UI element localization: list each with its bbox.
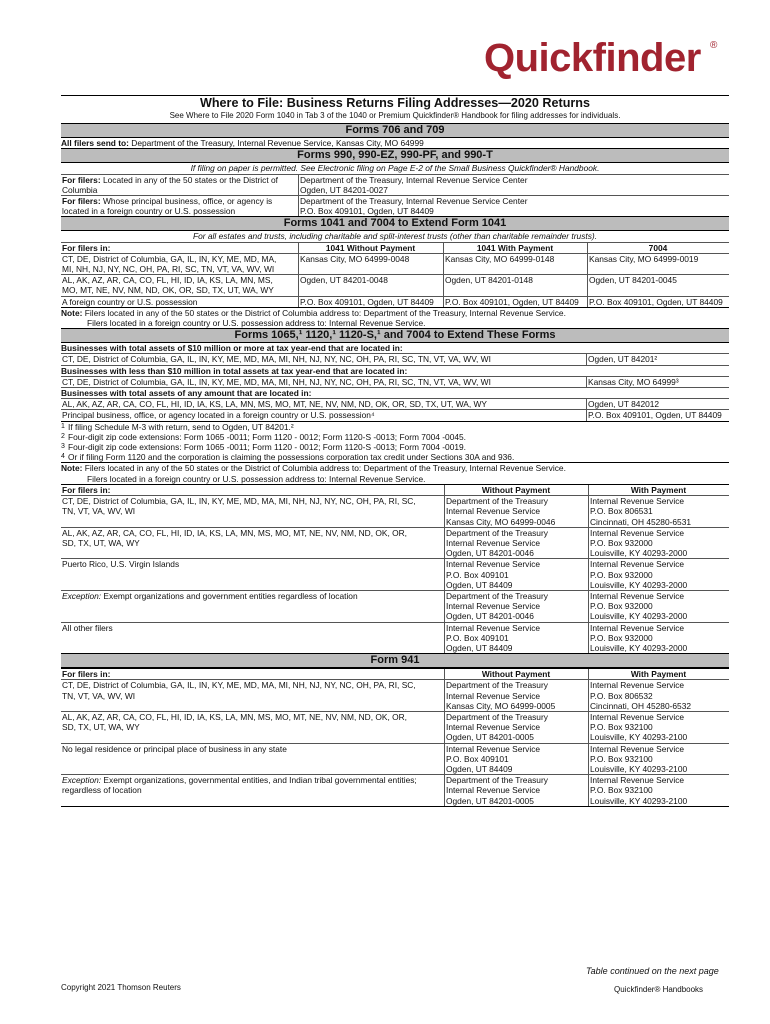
address-line: Ogden, UT 84409 [446, 763, 513, 774]
with-payment-address: P.O. Box 409101, Ogden, UT 84409 [443, 297, 587, 307]
filer-label: For filers: [62, 174, 101, 185]
address-line: P.O. Box 932000 [590, 632, 653, 643]
states-list: Principal business, office, or agency located in a foreign country or U.S. possession⁴ [62, 410, 375, 421]
address-line: Kansas City, MO 64999-0046 [446, 516, 556, 527]
address-line: Ogden, UT 84409 [446, 642, 513, 653]
address-line: Louisville, KY 40293-2100 [590, 795, 688, 806]
section-heading-1041: Forms 1041 and 7004 to Extend Form 1041 [61, 216, 729, 231]
all-filers-address: Department of the Treasury, Internal Revenue Service, Kansas City, MO 64999 [131, 138, 424, 149]
address-line: P.O. Box 806532 [590, 690, 653, 701]
footnote-number: 3 [61, 443, 65, 451]
filer-description-line [62, 175, 296, 185]
footnote-text: If filing Schedule M-3 with return, send to Ogden, UT 84201.² [68, 421, 294, 432]
filer-description-line [62, 538, 442, 548]
filer-states [61, 254, 298, 274]
col-header-7004: 7004 [587, 243, 729, 253]
section-1065-note-line2: Filers located in a foreign country or U.S. possession address to: Internal Revenue Service. [87, 473, 426, 484]
address-line: Department of the Treasury [446, 711, 548, 722]
copyright: Copyright 2021 Thomson Reuters [61, 983, 181, 992]
without-payment-address [444, 559, 588, 590]
col-header-filers: For filers in: [62, 669, 111, 680]
without-payment-address: Ogden, UT 84201-0048 [298, 275, 443, 295]
section-1065-note-line1 [61, 462, 729, 473]
table-row [61, 253, 729, 274]
address-line: Louisville, KY 40293-2000 [590, 548, 688, 559]
address-line: Internal Revenue Service [590, 775, 685, 786]
col-header-1041-with-payment: 1041 With Payment [443, 243, 587, 253]
with-payment-address [588, 528, 729, 559]
address-line: Internal Revenue Service [590, 711, 685, 722]
address-line: Internal Revenue Service [446, 690, 541, 701]
section-941-table [61, 668, 729, 806]
filer-description-line [62, 744, 442, 754]
table-header-row [61, 242, 729, 253]
table-row [61, 558, 729, 590]
without-payment-address [444, 744, 588, 775]
section-1041-note: For all estates and trusts, including charitable and split-interest trusts (other than charitable remainder trusts). [192, 231, 598, 242]
address-line: Cincinnati, OH 45280-6532 [590, 700, 692, 711]
asset-group-row [61, 409, 729, 420]
without-payment-address: P.O. Box 409101, Ogden, UT 84409 [298, 297, 443, 307]
section-1065-footnotes [61, 421, 729, 463]
with-payment-address [588, 680, 729, 711]
address-line: P.O. Box 932100 [590, 753, 653, 764]
filer-text: CT, DE, District of Columbia, GA, IL, IN, KY, ME, MD, MA, MI, NH, NJ, NY, NC, OH, PA, RI, SC, [62, 680, 416, 691]
with-payment-address [588, 744, 729, 775]
table-row [61, 296, 729, 307]
filer-description-line [62, 559, 442, 569]
note-text: Filers located in any of the 50 states or the District of Columbia address to: Department of the Treasury, Internal Revenue Service. [84, 307, 566, 318]
address-line: Ogden, UT 84201-0046 [446, 548, 534, 559]
quickfinder-logo [484, 34, 724, 84]
address-line: Internal Revenue Service [446, 622, 541, 633]
footnote-number: 4 [61, 453, 65, 461]
filer-text: Exempt organizations, governmental entities, and Indian tribal governmental entities; [101, 775, 417, 786]
table-header-row [61, 668, 729, 679]
filer-description [61, 559, 444, 590]
address-line: Internal Revenue Service [446, 601, 541, 612]
filer-description [61, 196, 298, 216]
note-label: Note: [61, 307, 83, 318]
filer-text: regardless of location [62, 785, 142, 796]
filer-label: For filers: [62, 196, 101, 207]
asset-group-row [61, 398, 729, 409]
filer-description-line [62, 785, 442, 795]
without-payment-address [444, 680, 588, 711]
table-row [61, 622, 729, 654]
address-line: Internal Revenue Service [446, 537, 541, 548]
section-heading-990: Forms 990, 990-EZ, 990-PF, and 990-T [61, 148, 729, 163]
section-1065-table [61, 484, 729, 653]
address-line: Department of the Treasury, Internal Revenue Service Center [300, 196, 528, 207]
asset-group-title: Businesses with total assets of any amount that are located in: [61, 387, 729, 398]
filer-text: All other filers [62, 622, 113, 633]
without-payment-address [444, 623, 588, 654]
address-line: P.O. Box 932100 [590, 722, 653, 733]
address-line: Department of the Treasury [446, 775, 548, 786]
address-line: P.O. Box 409101, Ogden, UT 84409 [300, 206, 434, 217]
see-note: See Where to File 2020 Form 1040 in Tab 3 of the 1040 or Premium Quickfinder® Handbook for filing addresses for individuals. [169, 111, 621, 120]
with-payment-address [588, 623, 729, 654]
form-7004-address: Ogden, UT 84201-0045 [587, 275, 729, 295]
footnote [61, 442, 729, 452]
all-filers-label: All filers send to: [61, 138, 129, 149]
filer-description [61, 623, 444, 654]
address-line: Internal Revenue Service [590, 527, 685, 538]
table-row [61, 774, 729, 806]
note-text: Filers located in any of the 50 states or the District of Columbia address to: Department of the Treasury, Internal Revenue Service. [84, 463, 566, 474]
section-1041-table [61, 242, 729, 307]
filer-description-line [62, 680, 442, 690]
address-line: P.O. Box 932000 [590, 569, 653, 580]
address-line: P.O. Box 932000 [590, 537, 653, 548]
address-line: Internal Revenue Service [590, 559, 685, 570]
table-row [61, 679, 729, 711]
filer-description-line [62, 623, 442, 633]
states-list: AL, AK, AZ, AR, CA, CO, FL, HI, ID, IA, KS, LA, MN, MS, MO, MT, NE, NV, NM, ND, OK, OR, SD, TX, UT, WA, WY [62, 399, 488, 410]
page-title: Where to File: Business Returns Filing Addresses—2020 Returns [199, 96, 591, 110]
filer-row [61, 174, 729, 195]
address-line: Department of the Treasury, Internal Revenue Service Center [300, 174, 528, 185]
without-payment-address [444, 591, 588, 622]
with-payment-address [588, 712, 729, 743]
logo-registered-mark: ® [710, 40, 718, 51]
footnote-number: 2 [61, 432, 65, 440]
filer-states [61, 275, 298, 295]
address-line: P.O. Box 932100 [590, 785, 653, 796]
address-line: Internal Revenue Service [590, 680, 685, 691]
with-payment-address [588, 559, 729, 590]
col-header-filers: For filers in: [62, 242, 111, 253]
address-line: Louisville, KY 40293-2100 [590, 732, 688, 743]
filer-description-line [62, 691, 442, 701]
asset-group-title: Businesses with less than $10 million in total assets at tax year-end that are located in: [61, 365, 729, 376]
filer-description-line: located in a foreign country or U.S. possession [62, 206, 236, 217]
filer-address [298, 175, 729, 195]
col-header-1041-without-payment: 1041 Without Payment [298, 243, 443, 253]
section-990-rows [61, 174, 729, 217]
filer-text: AL, AK, AZ, AR, CA, CO, FL, HI, ID, IA, KS, LA, MN, MS, MO, MT, NE, NV, NM, ND, OK, OR, [62, 711, 407, 722]
footnote-number: 1 [61, 422, 65, 430]
section-heading-941: Form 941 [61, 653, 729, 668]
address-line: Internal Revenue Service [446, 785, 541, 796]
filer-description-line [62, 528, 442, 538]
address-line: Ogden, UT 84201-0005 [446, 795, 534, 806]
filer-text: No legal residence or principal place of business in any state [62, 743, 287, 754]
filer-text: Whose principal business, office, or agency is [100, 196, 273, 207]
section-1065-groups [61, 343, 729, 420]
states-list: CT, DE, District of Columbia, GA, IL, IN, KY, ME, MD, MA, MI, NH, NJ, NY, NC, OH, PA, RI, SC, TN, VT, VA, WV, WI [62, 354, 491, 365]
with-payment-address [588, 496, 729, 527]
address-line: Internal Revenue Service [590, 496, 685, 507]
address-line: Internal Revenue Service [446, 559, 541, 570]
states-line: AL, AK, AZ, AR, CA, CO, FL, HI, ID, IA, KS, LA, MN, MS, [62, 275, 273, 286]
states-line: MI, NH, NJ, NY, NC, OH, PA, RI, SC, TN, VT, VA, WV, WI [62, 264, 275, 275]
filer-description-line [62, 496, 442, 506]
without-payment-address: Kansas City, MO 64999-0048 [298, 254, 443, 274]
address-line: P.O. Box 409101 [446, 753, 509, 764]
address-line: P.O. Box 806531 [590, 506, 653, 517]
address-line: Internal Revenue Service [446, 722, 541, 733]
footnote [61, 452, 729, 462]
section-990-note: If filing on paper is permitted. See Electronic filing on Page E-2 of the Small Business Quickfinder® Handbook. [190, 163, 600, 174]
filer-text: CT, DE, District of Columbia, GA, IL, IN, KY, ME, MD, MA, MI, NH, NJ, NY, NC, OH, PA, RI, SC, [62, 496, 416, 507]
filer-description-line [62, 591, 442, 601]
address-line: Department of the Treasury [446, 680, 548, 691]
filer-description-line [62, 712, 442, 722]
exception-label: Exception: [62, 590, 102, 601]
filer-text: SD, TX, UT, WA, WY [62, 537, 140, 548]
filer-text: Located in any of the 50 states or the District of [100, 174, 278, 185]
states-line: CT, DE, District of Columbia, GA, IL, IN, KY, ME, MD, MA, [62, 253, 277, 264]
without-payment-address [444, 712, 588, 743]
address-line: Internal Revenue Service [590, 622, 685, 633]
filer-text: SD, TX, UT, WA, WY [62, 722, 140, 733]
address-line: Internal Revenue Service [590, 590, 685, 601]
address-line: P.O. Box 932000 [590, 601, 653, 612]
address-line: Louisville, KY 40293-2000 [590, 611, 688, 622]
filer-description-line [62, 775, 442, 785]
table-header-row [61, 484, 729, 495]
note-label: Note: [61, 463, 83, 474]
logo-text: Quickfinder [484, 36, 701, 80]
address-line: P.O. Box 409101 [446, 632, 509, 643]
address-line: Internal Revenue Service [446, 743, 541, 754]
filer-description [61, 744, 444, 775]
table-continued-note: Table continued on the next page [586, 966, 719, 976]
with-payment-address: Kansas City, MO 64999-0148 [443, 254, 587, 274]
with-payment-address [588, 775, 729, 806]
filer-address [298, 196, 729, 216]
address-line: Department of the Treasury [446, 527, 548, 538]
table-row [61, 590, 729, 622]
filing-address: Ogden, UT 84201² [586, 354, 729, 364]
filer-description [61, 496, 444, 527]
footnote [61, 432, 729, 442]
address-line: Department of the Treasury [446, 590, 548, 601]
form-7004-address: Kansas City, MO 64999-0019 [587, 254, 729, 274]
filer-description [61, 591, 444, 622]
filer-description [61, 712, 444, 743]
address-line: Internal Revenue Service [590, 743, 685, 754]
col-header-without-payment: Without Payment [444, 669, 588, 679]
filer-description-line [62, 196, 296, 206]
table-row [61, 743, 729, 775]
filer-description-line [62, 506, 442, 516]
address-line: Louisville, KY 40293-2000 [590, 579, 688, 590]
footnote [61, 422, 729, 432]
filer-text: TN, VT, VA, WV, WI [62, 690, 136, 701]
filer-text: TN, VT, VA, WV, WI [62, 506, 136, 517]
address-line: Internal Revenue Service [446, 506, 541, 517]
exception-label: Exception: [62, 775, 102, 786]
address-line: Department of the Treasury [446, 496, 548, 507]
address-line: Kansas City, MO 64999-0005 [446, 700, 556, 711]
without-payment-address [444, 775, 588, 806]
filer-row [61, 195, 729, 216]
footer-brand: Quickfinder® Handbooks [614, 985, 704, 994]
address-line: Louisville, KY 40293-2100 [590, 763, 688, 774]
section-1041-note-line1 [61, 307, 729, 318]
col-header-with-payment: With Payment [588, 669, 729, 679]
filer-text: AL, AK, AZ, AR, CA, CO, FL, HI, ID, IA, KS, LA, MN, MS, MO, MT, NE, NV, NM, ND, OK, OR, [62, 527, 407, 538]
states-list: CT, DE, District of Columbia, GA, IL, IN, KY, ME, MD, MA, MI, NH, NJ, NY, NC, OH, PA, RI, SC, TN, VT, VA, WV, WI [62, 376, 491, 387]
col-header-filers: For filers in: [62, 484, 111, 495]
footnote-text: Four-digit zip code extensions: Form 1065 -0011; Form 1120 - 0012; Form 1120-S -0013; Form 7004 -0045. [68, 431, 467, 442]
form-7004-address: P.O. Box 409101, Ogden, UT 84409 [587, 297, 729, 307]
filer-description [61, 528, 444, 559]
filer-description [61, 775, 444, 806]
footnote-text: Four-digit zip code extensions: Form 1065 -0011; Form 1120 - 0012; Form 1120-S -0013; Form 7004 -0019. [68, 442, 467, 453]
without-payment-address [444, 528, 588, 559]
with-payment-address: Ogden, UT 84201-0148 [443, 275, 587, 295]
table-row [61, 274, 729, 295]
asset-group-row [61, 353, 729, 364]
filing-address: Kansas City, MO 64999³ [586, 377, 729, 387]
states-line: A foreign country or U.S. possession [62, 296, 198, 307]
col-header-with-payment: With Payment [588, 485, 729, 495]
section-heading-1065: Forms 1065,¹ 1120,¹ 1120-S,¹ and 7004 to Extend These Forms [61, 328, 729, 343]
address-line: Ogden, UT 84201-0027 [300, 184, 388, 195]
footnote-text: Or if filing Form 1120 and the corporation is claiming the possessions corporation tax credit under Sections 30A and 936. [68, 452, 515, 463]
asset-group-title: Businesses with total assets of $10 million or more at tax year-end that are located in: [61, 343, 403, 354]
address-line: Ogden, UT 84409 [446, 579, 513, 590]
filer-description-line [62, 722, 442, 732]
address-line: Louisville, KY 40293-2000 [590, 642, 688, 653]
table-row [61, 527, 729, 559]
filing-addresses-table [61, 95, 729, 807]
forms-706-line [61, 138, 729, 148]
states-line: MO, MT, NE, NV, NM, ND, OK, OR, SD, TX, UT, WA, WY [62, 285, 274, 296]
address-line: Ogden, UT 84201-0005 [446, 732, 534, 743]
filer-states [61, 297, 298, 307]
filing-address: P.O. Box 409101, Ogden, UT 84409 [586, 410, 729, 420]
address-line: P.O. Box 409101 [446, 569, 509, 580]
filer-description-line: Columbia [62, 184, 98, 195]
filer-description [61, 680, 444, 711]
without-payment-address [444, 496, 588, 527]
with-payment-address [588, 591, 729, 622]
col-header-without-payment: Without Payment [444, 485, 588, 495]
filer-text: Puerto Rico, U.S. Virgin Islands [62, 559, 180, 570]
filer-description [61, 175, 298, 195]
asset-group-row [61, 376, 729, 387]
section-1041-note-line2: Filers located in a foreign country or U.S. possession address to: Internal Revenue Service. [87, 318, 426, 329]
table-row [61, 495, 729, 527]
section-heading-706: Forms 706 and 709 [61, 123, 729, 138]
address-line: Ogden, UT 84201-0046 [446, 611, 534, 622]
filing-address: Ogden, UT 842012 [586, 399, 729, 409]
filer-text: Exempt organizations and government entities regardless of location [101, 590, 358, 601]
table-row [61, 711, 729, 743]
address-line: Cincinnati, OH 45280-6531 [590, 516, 692, 527]
